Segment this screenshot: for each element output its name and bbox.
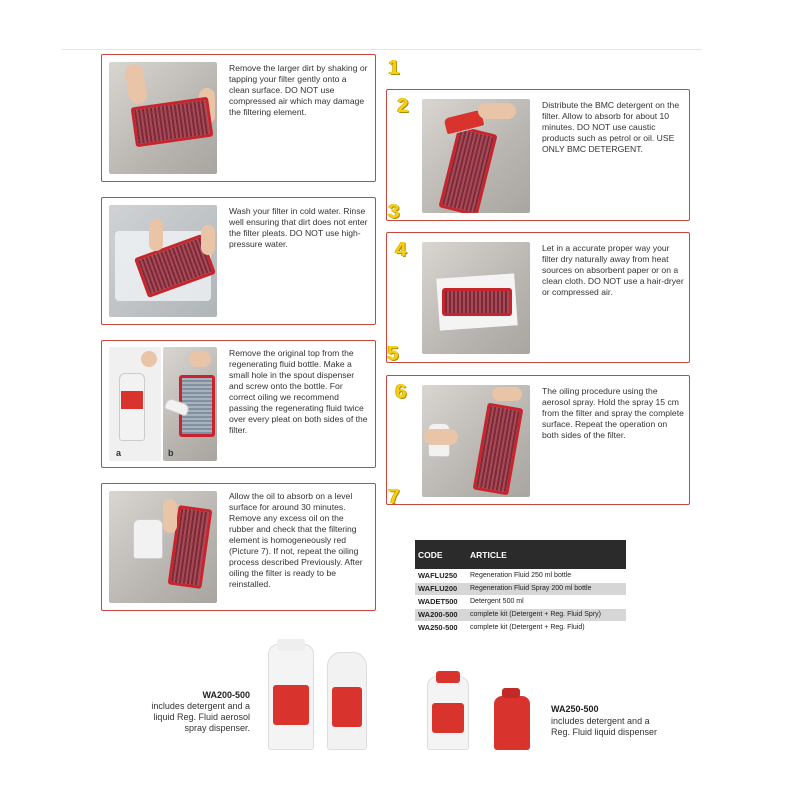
code-cell: WADET500 xyxy=(415,595,467,608)
article-cell: complete kit (Detergent + Reg. Fluid Spry) xyxy=(467,608,626,621)
step-4-number: 4 xyxy=(395,239,407,261)
bottle-cap-image xyxy=(277,639,305,651)
kit-1-description: includes detergent and a liquid Reg. Fluid aerosol spray dispenser. xyxy=(151,701,250,733)
bottle-label-image xyxy=(273,685,309,725)
step-5-sub-label-a: a xyxy=(116,448,122,458)
air-filter-image xyxy=(438,125,497,213)
step-1-photo xyxy=(109,62,217,174)
detergent-bottle-image xyxy=(268,644,314,750)
bottle-label-image xyxy=(432,703,464,733)
kit-2-name: WA250-500 xyxy=(551,704,599,714)
step-5-sub-label-b: b xyxy=(168,448,174,458)
step-1-text: Remove the larger dirt by shaking or tapping your filter gently onto a clean surface. DO NOT use compressed air which may damage the filtering element. xyxy=(229,63,368,117)
kit-1-name: WA200-500 xyxy=(202,690,250,700)
code-cell: WAFLU200 xyxy=(415,582,467,595)
article-cell: Regeneration Fluid Spray 200 ml bottle xyxy=(467,582,626,595)
kit-2-description: includes detergent and a Reg. Fluid liquid dispenser xyxy=(551,716,658,737)
hand-image xyxy=(424,429,458,445)
top-divider xyxy=(62,49,702,50)
code-cell: WA250-500 xyxy=(415,621,467,634)
bottle-label-image xyxy=(121,391,143,409)
column-header-code: CODE xyxy=(415,540,467,569)
table-row xyxy=(415,608,626,621)
hand-image xyxy=(124,63,149,106)
aerosol-spray-image xyxy=(327,652,367,750)
step-5-photo-b xyxy=(163,347,217,461)
regenerating-fluid-bottle-image xyxy=(494,696,530,750)
step-5-number: 5 xyxy=(387,343,399,365)
step-4-text: Let in a accurate proper way your filter dry naturally away from heat sources on absorbent paper or on a clean cloth. DO NOT use a hair-dryer or compressed air. xyxy=(542,243,684,297)
step-2-text: Distribute the BMC detergent on the filter. Allow to absorb for about 10 minutes. DO NOT use caustic products such as petrol or oil. USE ONLY BMC DETERGENT. xyxy=(542,100,680,154)
step-3-photo xyxy=(109,205,217,317)
step-7-photo xyxy=(109,491,217,603)
detergent-bottle-image xyxy=(427,676,469,750)
product-codes-table xyxy=(415,540,626,635)
hand-image xyxy=(141,351,157,367)
article-cell: Regeneration Fluid 250 ml bottle xyxy=(467,569,626,582)
hand-image xyxy=(492,387,522,401)
step-4-photo xyxy=(422,242,530,354)
step-3-text: Wash your filter in cold water. Rinse well ensuring that dirt does not enter the filter pleats. DO NOT use high-pressure water. xyxy=(229,206,368,249)
article-cell: Detergent 500 ml xyxy=(467,595,626,608)
hand-image xyxy=(478,103,516,119)
air-filter-image xyxy=(442,288,512,316)
hand-image xyxy=(163,499,177,533)
air-filter-image xyxy=(131,97,214,147)
step-6-photo xyxy=(422,385,530,497)
step-5-photo-a xyxy=(109,347,161,461)
hand-image xyxy=(149,219,163,251)
table-row xyxy=(415,582,626,595)
table-header-row xyxy=(415,540,626,569)
air-filter-image xyxy=(473,403,524,496)
code-cell: WA200-500 xyxy=(415,608,467,621)
table-row xyxy=(415,595,626,608)
bottle-label-image xyxy=(332,687,362,727)
step-2-number: 2 xyxy=(397,95,409,117)
step-2-photo xyxy=(422,99,530,213)
step-5-text: Remove the original top from the regenerating fluid bottle. Make a small hole in the spout dispenser and screw onto the bottle. For correct oiling we recommend passing the regenerating fluid twice over every pleat on both sides of the filter. xyxy=(229,348,368,435)
bottle-image xyxy=(133,519,163,559)
step-7-number: 7 xyxy=(388,486,400,508)
hand-image xyxy=(201,225,215,255)
hand-image xyxy=(189,351,211,367)
bottle-cap-image xyxy=(436,671,460,683)
step-6-number: 6 xyxy=(395,381,407,403)
bottle-cap-image xyxy=(502,688,520,698)
table-row xyxy=(415,621,626,634)
table-row xyxy=(415,569,626,582)
column-header-article: ARTICLE xyxy=(467,540,626,569)
article-cell: complete kit (Detergent + Reg. Fluid) xyxy=(467,621,626,634)
step-7-text: Allow the oil to absorb on a level surface for around 30 minutes. Remove any excess oil on the rubber and check that the filtering element is homogeneously red (Picture 7). If not, repeat the oiling process described Previously. After oiling the filter is ready to be reinstalled. xyxy=(229,491,363,589)
step-3-number: 3 xyxy=(388,201,400,223)
code-cell: WAFLU250 xyxy=(415,569,467,582)
step-1-number: 1 xyxy=(388,57,400,79)
step-6-text: The oiling procedure using the aerosol spray. Hold the spray 15 cm from the filter and spray the complete surface. Repeat the operation on both sides of the filter. xyxy=(542,386,684,440)
